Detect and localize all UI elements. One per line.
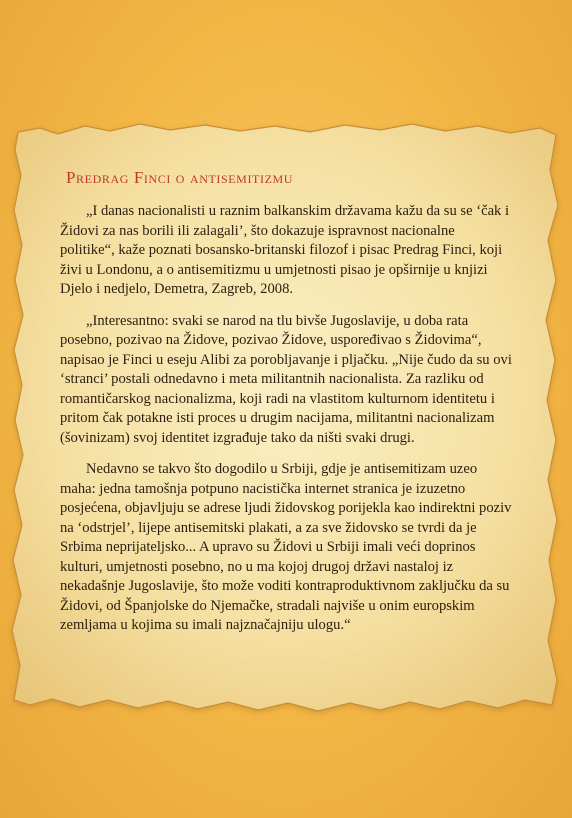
article-paragraph: „I danas nacionalisti u raznim balkanskim državama kažu da su se ‘čak i Židovi za nas borili ili zalagali’, što dokazuje ispravnost nacionalne politike“, kaže poznati bosansko-britanski filozof i pisac Predrag Finci, koji živi u Londonu, a o antisemitizmu u umjetnosti pisao je opširnije u knjizi Djelo i nedjelo, Demetra, Zagreb, 2008. — [60, 203, 510, 297]
article-paragraph: Nedavno se takvo što dogodilo u Srbiji, gdje je antisemitizam uzeo maha: jedna tamošnja potpuno nacistička internet stranica je izuzetno posjećena, objavljuju se adrese ljudi židovskog porijekla kao indirektni poziv na ‘odstrjel’, lijepe antisemitski plakati, a za sve židovsko se tvrdi da je Srbima neprijateljsko... A upravo su Židovi u Srbiji imali veći doprinos kulturi, umjetnosti posebno, no u ma kojoj drugoj državi nastaloj iz nekadašnje Jugoslavije, što može voditi kontraproduktivnom zaključku da su Židovi, od Španjolske do Njemačke, stradali najviše u onim europskim zemljama u kojima su imali najznačajniju ulogu.“ — [60, 461, 512, 633]
article-paragraph: „Interesantno: svaki se narod na tlu bivše Jugoslavije, u doba rata posebno, pozivao na Židove, pozivao Židove, uspoređivao s Židovima“, napisao je Finci u eseju Alibi za porobljavanje i pljačku. „Nije čudo da su ovi ‘stranci’ postali odnedavno i meta militantnih nacionalista. Za razliku od romantičarskog nacionalizma, koji radi na vlastitom kulturnom identitetu i pritom čak potakne isti proces u drugim nacijama, militantni nacionalizam (šovinizam) svoj identitet izgrađuje tako da ništi svaki drugi. — [60, 312, 512, 446]
article — [60, 168, 512, 648]
article-heading: Predrag Finci o antisemitizmu — [66, 168, 294, 187]
